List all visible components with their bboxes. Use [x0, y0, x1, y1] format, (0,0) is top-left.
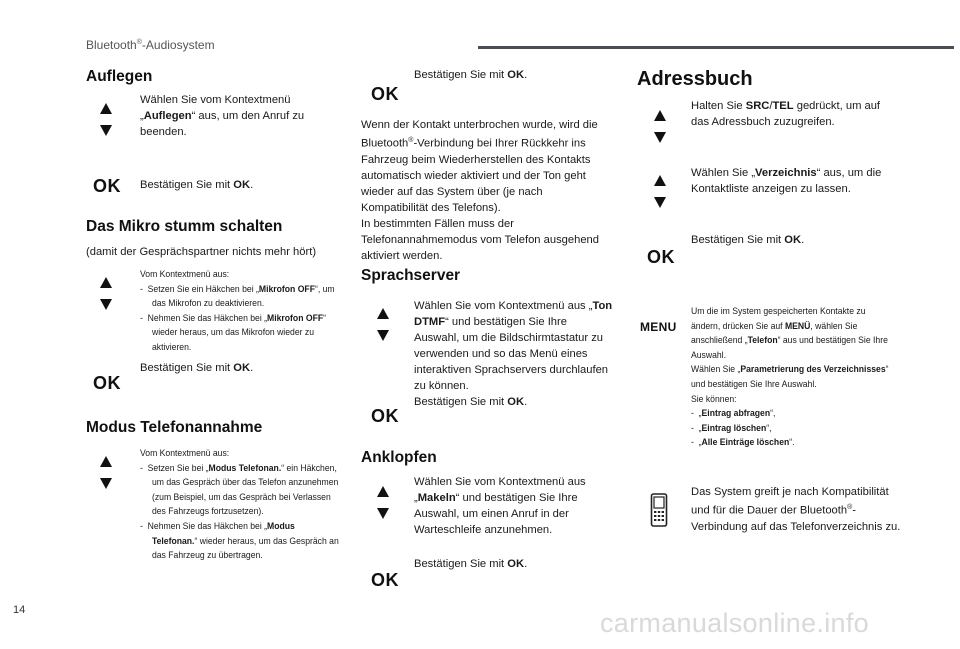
section-heading-adressbuch: Adressbuch [637, 68, 753, 90]
ok-button-icon: OK [371, 406, 399, 426]
section-heading-modus: Modus Telefonannahme [86, 419, 263, 436]
ok-button-icon: OK [93, 176, 121, 196]
adressbuch-menu-instructions: Um die im System gespeicherten Kontakte zu ändern, drücken Sie auf MENÜ, wählen Sie anschließend „Telefon“ aus und bestätigen Sie Ihre Auswahl. Wählen Sie „Parametrierung des Verzeichnisses“ und bestätigen Sie Ihre Auswahl. Sie können: - „Eintrag abfragen“, - „Eintrag löschen“, - „Alle Einträge löschen“. [691, 305, 889, 448]
page-number: 14 [13, 604, 26, 616]
mikro-subtitle: (damit der Gesprächspartner nichts mehr hört) [86, 246, 317, 258]
anklopfen-confirm: Bestätigen Sie mit OK. [414, 558, 528, 570]
section-heading-mikro: Das Mikro stumm schalten [86, 218, 283, 235]
up-down-arrows-icon [653, 110, 667, 144]
sprachserver-step: Wählen Sie vom Kontextmenü aus „Ton DTMF“ und bestätigen Sie Ihre Auswahl, um die Bildschirmtastatur zu verwenden und so das Menü eines interaktiven Sprachservers durchlaufen zu können. Bestätigen Sie mit OK. [414, 300, 613, 408]
adressbuch-step-confirm: Bestätigen Sie mit OK. [691, 234, 805, 246]
anklopfen-step: Wählen Sie vom Kontextmenü aus „Makeln“ und bestätigen Sie Ihre Auswahl, um einen Anruf in der Warteschleife anzunehmen. [414, 476, 586, 536]
up-down-arrows-icon [99, 456, 113, 490]
auflegen-step-select: Wählen Sie vom Kontextmenü „Auflegen“ aus, um den Anruf zu beenden. [140, 94, 305, 138]
up-down-arrows-icon [376, 308, 390, 342]
reconnect-paragraph: Wenn der Kontakt unterbrochen wurde, wird die Bluetooth®-Verbindung bei Ihrer Rückkehr ins Fahrzeug beim Wiederherstellen des Kontakts automatisch wieder aktiviert und der Ton geht wieder auf das System über (je nach Kompatibilität des Telefons). In bestimmten Fällen muss der Telefonannahmemodus vom Telefon ausgehend aktiviert werden. [361, 119, 600, 262]
up-down-arrows-icon [653, 175, 667, 209]
header-bar [478, 46, 954, 49]
ok-button-icon: OK [93, 373, 121, 393]
adressbuch-step-open: Halten Sie SRC/TEL gedrückt, um auf das Adressbuch zuzugreifen. [691, 100, 881, 128]
ok-button-icon: OK [371, 570, 399, 590]
section-heading-auflegen: Auflegen [86, 68, 153, 85]
up-down-arrows-icon [376, 486, 390, 520]
menu-button-icon: MENU [640, 320, 677, 334]
mobile-phone-icon [650, 493, 668, 527]
watermark: carmanualsonline.info [600, 608, 869, 638]
up-down-arrows-icon [99, 277, 113, 311]
auflegen-step-confirm: Bestätigen Sie mit OK. [140, 179, 254, 191]
up-down-arrows-icon [99, 103, 113, 137]
mikro-confirm: Bestätigen Sie mit OK. [140, 362, 254, 374]
ok-button-icon: OK [647, 247, 675, 267]
ok-button-icon: OK [371, 84, 399, 104]
section-heading-sprachserver: Sprachserver [361, 267, 461, 284]
header-title: Bluetooth®-Audiosystem [86, 38, 215, 52]
modus-instructions: Vom Kontextmenü aus: - Setzen Sie bei „Modus Telefonan.“ ein Häkchen, um das Gespräch über das Telefon anzunehmen (zum Beispiel, um das Gespräch bei Verlassen des Fahrzeugs fortzusetzen). - Nehmen Sie das Häkchen bei „Modus Telefonan.“ wieder heraus, um das Gespräch an das Fahrzeug zu übertragen. [140, 447, 339, 561]
col2-confirm: Bestätigen Sie mit OK. [414, 69, 528, 81]
mikro-instructions: Vom Kontextmenü aus: - Setzen Sie ein Häkchen bei „Mikrofon OFF“, um das Mikrofon zu deaktivieren. - Nehmen Sie das Häkchen bei „Mikrofon OFF“ wieder heraus, um das Mikrofon wieder zu aktivieren. [140, 268, 335, 352]
phonebook-sync-note: Das System greift je nach Kompatibilität und für die Dauer der Bluetooth®-Verbindung auf das Telefonverzeichnis zu. [691, 486, 901, 533]
section-heading-anklopfen: Anklopfen [361, 449, 437, 466]
adressbuch-step-select: Wählen Sie „Verzeichnis“ aus, um die Kontaktliste anzeigen zu lassen. [691, 167, 882, 195]
